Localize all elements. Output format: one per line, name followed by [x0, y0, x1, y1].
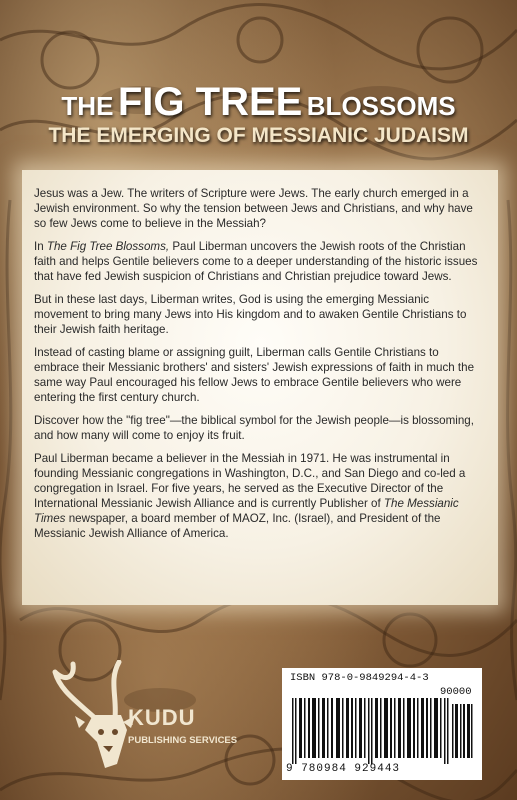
- blurb-paragraph-3: But in these last days, Liberman writes, God is using the emerging Messianic movement to bring many Jews into His kingdom and to awaken Gentile Christians to their Jewish faith heritage.: [34, 293, 467, 336]
- blurb-p2-book-title: The Fig Tree Blossoms,: [46, 240, 170, 253]
- blurb-paragraph-2: [34, 239, 486, 284]
- publisher-tagline: PUBLISHING SERVICES: [128, 735, 238, 746]
- author-bio: [34, 451, 486, 541]
- title-word-blossoms: BLOSSOMS: [306, 91, 456, 121]
- isbn-barcode: [282, 668, 482, 780]
- blurb-paragraph-1: Jesus was a Jew. The writers of Scripture were Jews. The early church emerged in a Jewish environment. So why the tension between Jews and Christians, and why have so few Jews come to believe in the Messiah?: [34, 187, 473, 230]
- author-bio-newspaper-title: The Messianic Times: [34, 497, 459, 525]
- blurb-p2-rest: Paul Liberman uncovers the Jewish roots of the Christian faith and helps Gentile believers come to a deeper understanding of the historic issues that have fed Jewish suspicion of Christians and Christian prejudice toward Jews.: [34, 240, 478, 283]
- blurb-p2-prefix: In: [34, 240, 47, 253]
- book-title: [0, 82, 517, 122]
- author-bio-part-2: newspaper, a board member of MAOZ, Inc. (Israel), and President of the Messianic Jewish Alliance of America.: [34, 512, 441, 540]
- author-bio-part-1: Paul Liberman became a believer in the Messiah in 1971. He was instrumental in founding Messianic congregations in Washington, D.C., and San Diego and co-led a congregation in Israel. For five years, he served as the Executive Director of the International Messianic Jewish Alliance and is currently Publisher of: [34, 452, 466, 510]
- cover-title-block: [0, 82, 517, 148]
- barcode-bars: [290, 698, 474, 764]
- isbn-number: ISBN 978-0-9849294-4-3: [290, 672, 429, 684]
- price-code: 90000: [440, 686, 472, 698]
- blurb-paragraph-5: Discover how the "fig tree"—the biblical symbol for the Jewish people—is blossoming, and how many will come to enjoy its fruit.: [34, 414, 474, 442]
- title-word-fig-tree: FIG TREE: [117, 80, 303, 124]
- blurb-paragraph-4: Instead of casting blame or assigning guilt, Liberman calls Gentile Christians to embrace their Messianic brothers' and sisters' Jewish expressions of faith in much the same way Paul encouraged his fellow Jews to embrace Gentile believers who were entering the first century church.: [34, 346, 475, 404]
- publisher-name: KUDU: [128, 705, 196, 730]
- blurb-text: [34, 186, 486, 549]
- ean-number: 9 780984 929443: [286, 763, 401, 775]
- book-subtitle: THE EMERGING OF MESSIANIC JUDAISM: [48, 124, 469, 147]
- title-word-the: THE: [61, 91, 114, 121]
